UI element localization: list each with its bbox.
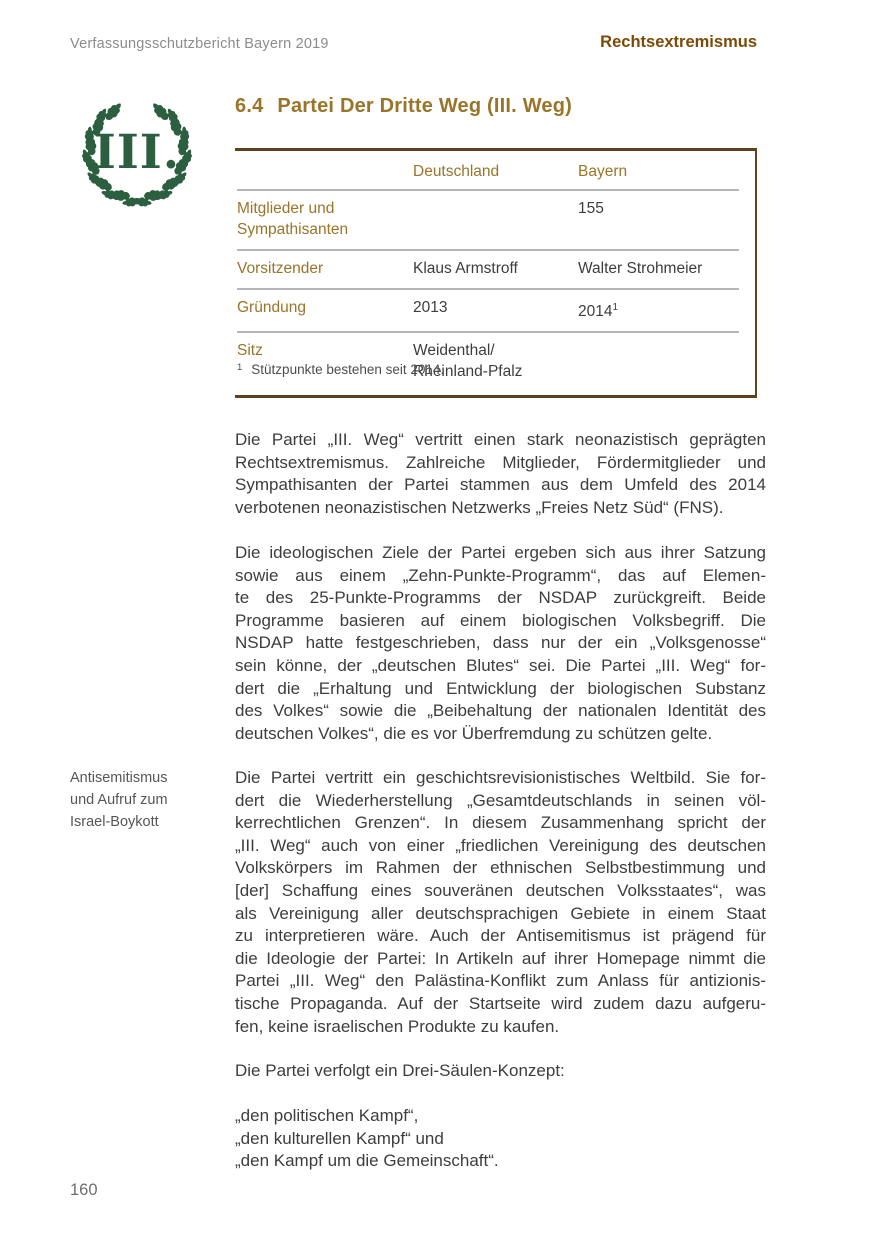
three-pillars-list bbox=[235, 1105, 766, 1173]
section-title bbox=[235, 95, 572, 118]
text-line: Die Partei vertritt ein geschichtsrevisionistisches Weltbild. Sie for- bbox=[235, 768, 766, 787]
paragraph bbox=[235, 542, 766, 745]
text-line: [der] Schaffung eines souveränen deutschen Volksstaates“, was bbox=[235, 880, 766, 900]
cell-deutschland bbox=[413, 297, 578, 322]
text-line: Sympathisanten der Partei stammen aus dem Umfeld des 2014 bbox=[235, 475, 766, 495]
text-line: des Volkes“ sowie die „Beibehaltung der nationalen Identität des bbox=[235, 701, 766, 721]
text-line: fen, keine israelischen Produkte zu kaufen. bbox=[235, 1016, 560, 1036]
text-line: Walter Strohmeier bbox=[578, 260, 703, 277]
margin-note bbox=[70, 767, 220, 833]
cell-deutschland bbox=[413, 258, 578, 279]
text-line: Rechtsextremismus. Zahlreiche Mitglieder, Fördermitglieder und bbox=[235, 452, 766, 472]
text-line: NSDAP hatte festgeschrieben, dass nur der ein „Volksgenosse“ bbox=[235, 633, 766, 653]
text-line: zu interpretieren wäre. Auch der Antisemitismus ist prägend für bbox=[235, 926, 766, 946]
table-corner-cell bbox=[237, 161, 413, 182]
section-title-text: Partei Der Dritte Weg (III. Weg) bbox=[277, 95, 573, 117]
cell-bayern bbox=[578, 198, 739, 240]
text-line: die Ideologie der Partei: In Artikeln auf ihrer Homepage nimmt die bbox=[235, 948, 766, 968]
text-line: 2013 bbox=[413, 299, 448, 316]
text-line: Klaus Armstroff bbox=[413, 260, 518, 277]
column-header-deutschland: Deutschland bbox=[413, 163, 500, 180]
text-line: sein könne, der „deutschen Blutes“ sei. Die Partei „III. Weg“ for- bbox=[235, 655, 766, 675]
text-line: dert die „Erhaltung und Entwicklung der biologischen Substanz bbox=[235, 678, 766, 698]
paragraph bbox=[235, 1060, 766, 1083]
text-line: als Vereinigung aller deutschsprachigen Gebiete in einem Staat bbox=[235, 903, 766, 923]
section-number: 6.4 bbox=[235, 95, 264, 117]
party-info-table bbox=[235, 148, 757, 398]
text-line: Gründung bbox=[237, 299, 306, 316]
logo-roman-numeral: III. bbox=[93, 125, 181, 180]
text-line: Partei „III. Weg“ den Palästina-Konflikt zum Anlass für antizionis- bbox=[235, 971, 766, 991]
text-line: Mitglieder und bbox=[237, 200, 335, 217]
text-line: „den politischen Kampf“, bbox=[235, 1106, 419, 1125]
cell-bayern bbox=[578, 340, 739, 382]
text-line: „den kulturellen Kampf“ und bbox=[235, 1128, 444, 1148]
text-line: und Aufruf zum bbox=[70, 792, 168, 808]
cell-bayern bbox=[578, 297, 739, 322]
text-line: Israel-Boykott bbox=[70, 814, 159, 830]
footnote-text: Stützpunkte bestehen seit 2014. bbox=[251, 362, 445, 377]
text-line: Die Partei verfolgt ein Drei-Säulen-Konzept: bbox=[235, 1061, 565, 1080]
text-line: Rheinland-Pfalz bbox=[413, 363, 523, 380]
paragraph bbox=[235, 429, 766, 519]
footnote-reference: 1 bbox=[612, 302, 619, 313]
page-number: 160 bbox=[70, 1181, 98, 1199]
column-header-bayern: Bayern bbox=[578, 163, 628, 180]
paragraph bbox=[235, 767, 766, 1038]
text-line: deutschen Volkes“, die es vor Überfremdung zu schützen gelte. bbox=[235, 723, 713, 743]
founding-year-bayern: 2014 bbox=[578, 303, 613, 320]
footnote-marker: 1 bbox=[237, 362, 243, 373]
text-line: Vorsitzender bbox=[237, 260, 324, 277]
text-line: Sympathisanten bbox=[237, 221, 349, 238]
table-row bbox=[237, 191, 739, 251]
text-line: „den Kampf um die Gemeinschaft“. bbox=[235, 1151, 499, 1171]
text-line: Sitz bbox=[237, 342, 263, 359]
text-line: Antisemitismus bbox=[70, 770, 168, 786]
table-row bbox=[237, 251, 739, 290]
laurel-wreath-icon bbox=[62, 125, 212, 222]
cell-deutschland bbox=[413, 198, 578, 240]
text-line: „III. Weg“ auch von einer „friedlichen Vereinigung des deutschen bbox=[235, 835, 766, 855]
chapter-header: Rechtsextremismus bbox=[600, 33, 757, 51]
table-header-row bbox=[237, 151, 739, 191]
cell-bayern bbox=[578, 258, 739, 279]
row-label bbox=[237, 297, 413, 322]
text-line: te des 25-Punkte-Programms der NSDAP zurückgreift. Beide bbox=[235, 588, 766, 608]
text-line: verbotenen neonazistischen Netzwerks „Freies Netz Süd“ (FNS). bbox=[235, 497, 724, 517]
text-line: Weidenthal/ bbox=[413, 342, 495, 359]
row-label bbox=[237, 258, 413, 279]
text-line: kerrechtlichen Grenzen“. In diesem Zusammenhang spricht der bbox=[235, 813, 766, 833]
text-line: tische Propaganda. Auf der Startseite wird zudem dazu aufgeru- bbox=[235, 993, 766, 1013]
text-line: Die Partei „III. Weg“ vertritt einen stark neonazistisch geprägten bbox=[235, 430, 766, 449]
third-way-party-logo bbox=[62, 88, 212, 218]
text-line: Volkskörpers im Rahmen der ethnischen Selbstbestimmung und bbox=[235, 858, 766, 878]
text-line: dert die Wiederherstellung „Gesamtdeutschlands in seinen völ- bbox=[235, 790, 766, 810]
text-line: Die ideologischen Ziele der Partei ergeben sich aus ihrer Satzung bbox=[235, 543, 766, 562]
table-footnote bbox=[237, 362, 444, 377]
text-line: Programme basieren auf einem biologischen Volksbegriff. Die bbox=[235, 610, 766, 630]
text-line: sowie aus einem „Zehn-Punkte-Programm“, das auf Elemen- bbox=[235, 565, 766, 585]
table-row bbox=[237, 290, 739, 333]
row-label bbox=[237, 198, 413, 240]
text-line: 155 bbox=[578, 200, 604, 217]
report-title: Verfassungsschutzbericht Bayern 2019 bbox=[70, 36, 329, 52]
